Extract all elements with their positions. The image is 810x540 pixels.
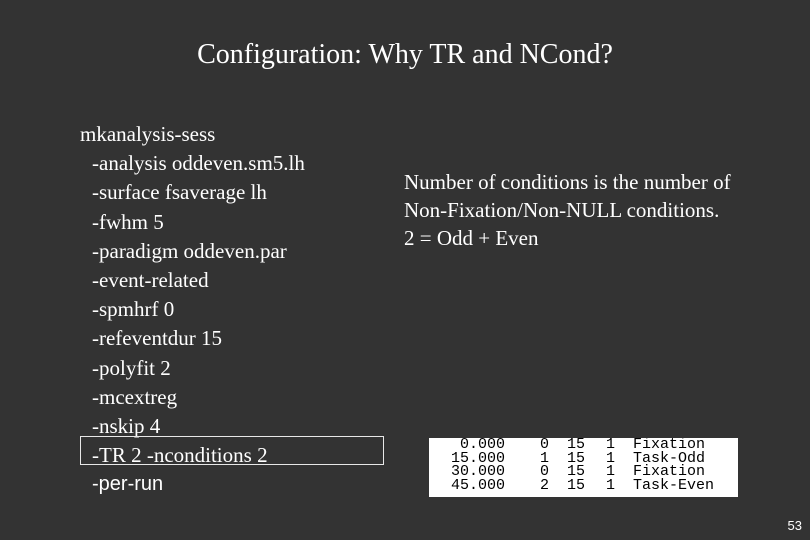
option-per-run: -per-run xyxy=(92,473,164,496)
weight-cell: 1 xyxy=(605,476,615,494)
condition-cell: 2 xyxy=(539,476,549,494)
onset-cell: 45.000 xyxy=(450,476,505,494)
explanation-text xyxy=(404,168,731,252)
label-cell: Task-Even xyxy=(633,476,715,494)
option-event-related: -event-related xyxy=(92,267,209,292)
table-row xyxy=(429,479,714,493)
condition-cell: 0 xyxy=(539,438,549,454)
paradigm-file-table xyxy=(429,438,714,492)
option-tr-nconditions: -TR 2 -nconditions 2 xyxy=(92,443,268,468)
option-refeventdur: -refeventdur 15 xyxy=(92,326,223,351)
duration-cell: 15 xyxy=(566,438,585,454)
label-cell: Task-Odd xyxy=(633,449,706,467)
weight-cell: 1 xyxy=(605,463,615,481)
option-nskip: -nskip 4 xyxy=(92,413,161,438)
paradigm-file-panel xyxy=(429,438,738,497)
onset-cell: 0.000 xyxy=(459,438,505,454)
explanation-line: Non-Fixation/Non-NULL conditions. xyxy=(404,198,720,222)
duration-cell: 15 xyxy=(566,449,585,467)
explanation-line: 2 = Odd + Even xyxy=(404,226,539,250)
label-cell: Fixation xyxy=(633,438,706,454)
explanation-line: Number of conditions is the number of xyxy=(404,170,731,194)
duration-cell: 15 xyxy=(566,463,585,481)
page-number: 53 xyxy=(787,518,802,533)
option-spmhrf: -spmhrf 0 xyxy=(92,297,175,322)
onset-cell: 15.000 xyxy=(450,449,505,467)
option-mcextreg: -mcextreg xyxy=(92,384,178,409)
label-cell: Fixation xyxy=(633,463,706,481)
command-block xyxy=(80,120,305,499)
command-name: mkanalysis-sess xyxy=(80,122,216,146)
option-analysis: -analysis oddeven.sm5.lh xyxy=(92,151,305,176)
weight-cell: 1 xyxy=(605,438,615,454)
duration-cell: 15 xyxy=(566,476,585,494)
condition-cell: 1 xyxy=(539,449,549,467)
condition-cell: 0 xyxy=(539,463,549,481)
weight-cell: 1 xyxy=(605,449,615,467)
onset-cell: 30.000 xyxy=(450,463,505,481)
option-paradigm: -paradigm oddeven.par xyxy=(92,238,287,263)
option-polyfit: -polyfit 2 xyxy=(92,355,171,380)
option-fwhm: -fwhm 5 xyxy=(92,209,164,234)
option-surface: -surface fsaverage lh xyxy=(92,180,267,205)
slide-title: Configuration: Why TR and NCond? xyxy=(197,39,613,70)
